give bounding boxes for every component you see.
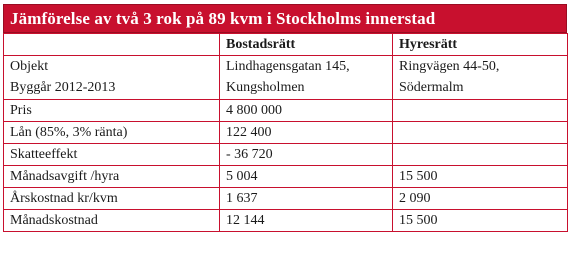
hyresratt-address: Ringvägen 44-50, [399, 59, 500, 74]
comparison-table [3, 33, 568, 232]
bostadsratt-area: Kungsholmen [226, 80, 305, 95]
row-hyresratt-value: 15 500 [393, 210, 568, 232]
table-row [4, 166, 568, 188]
row-hyresratt-value: 15 500 [393, 166, 568, 188]
bostadsratt-address: Lindhagensgatan 145, [226, 59, 350, 74]
row-label: Lån (85%, 3% ränta) [4, 122, 220, 144]
row-hyresratt-value [393, 100, 568, 122]
row-bostadsratt-value: 1 637 [220, 188, 393, 210]
object-row [4, 56, 568, 100]
row-label: Årskostnad kr/kvm [4, 188, 220, 210]
table-row [4, 188, 568, 210]
row-bostadsratt-value: - 36 720 [220, 144, 393, 166]
table-row [4, 122, 568, 144]
object-label: Objekt [10, 59, 49, 74]
table-title-bar [3, 4, 567, 33]
header-hyresratt: Hyresrätt [393, 34, 568, 56]
row-hyresratt-value: 2 090 [393, 188, 568, 210]
object-bostadsratt-cell [220, 56, 393, 100]
header-row [4, 34, 568, 56]
table-row [4, 210, 568, 232]
row-bostadsratt-value: 4 800 000 [220, 100, 393, 122]
row-bostadsratt-value: 122 400 [220, 122, 393, 144]
row-bostadsratt-value: 12 144 [220, 210, 393, 232]
table-title: Jämförelse av två 3 rok på 89 kvm i Stockholms innerstad [10, 9, 436, 28]
object-hyresratt-cell [393, 56, 568, 100]
row-label: Pris [4, 100, 220, 122]
object-label-cell [4, 56, 220, 100]
build-year-label: Byggår 2012-2013 [10, 80, 116, 95]
row-label: Månadsavgift /hyra [4, 166, 220, 188]
header-empty [4, 34, 220, 56]
table-row [4, 144, 568, 166]
row-hyresratt-value [393, 122, 568, 144]
comparison-table-card [3, 4, 567, 262]
row-label: Skatteeffekt [4, 144, 220, 166]
row-bostadsratt-value: 5 004 [220, 166, 393, 188]
row-hyresratt-value [393, 144, 568, 166]
header-bostadsratt: Bostadsrätt [220, 34, 393, 56]
table-row [4, 100, 568, 122]
hyresratt-area: Södermalm [399, 80, 464, 95]
row-label: Månadskostnad [4, 210, 220, 232]
